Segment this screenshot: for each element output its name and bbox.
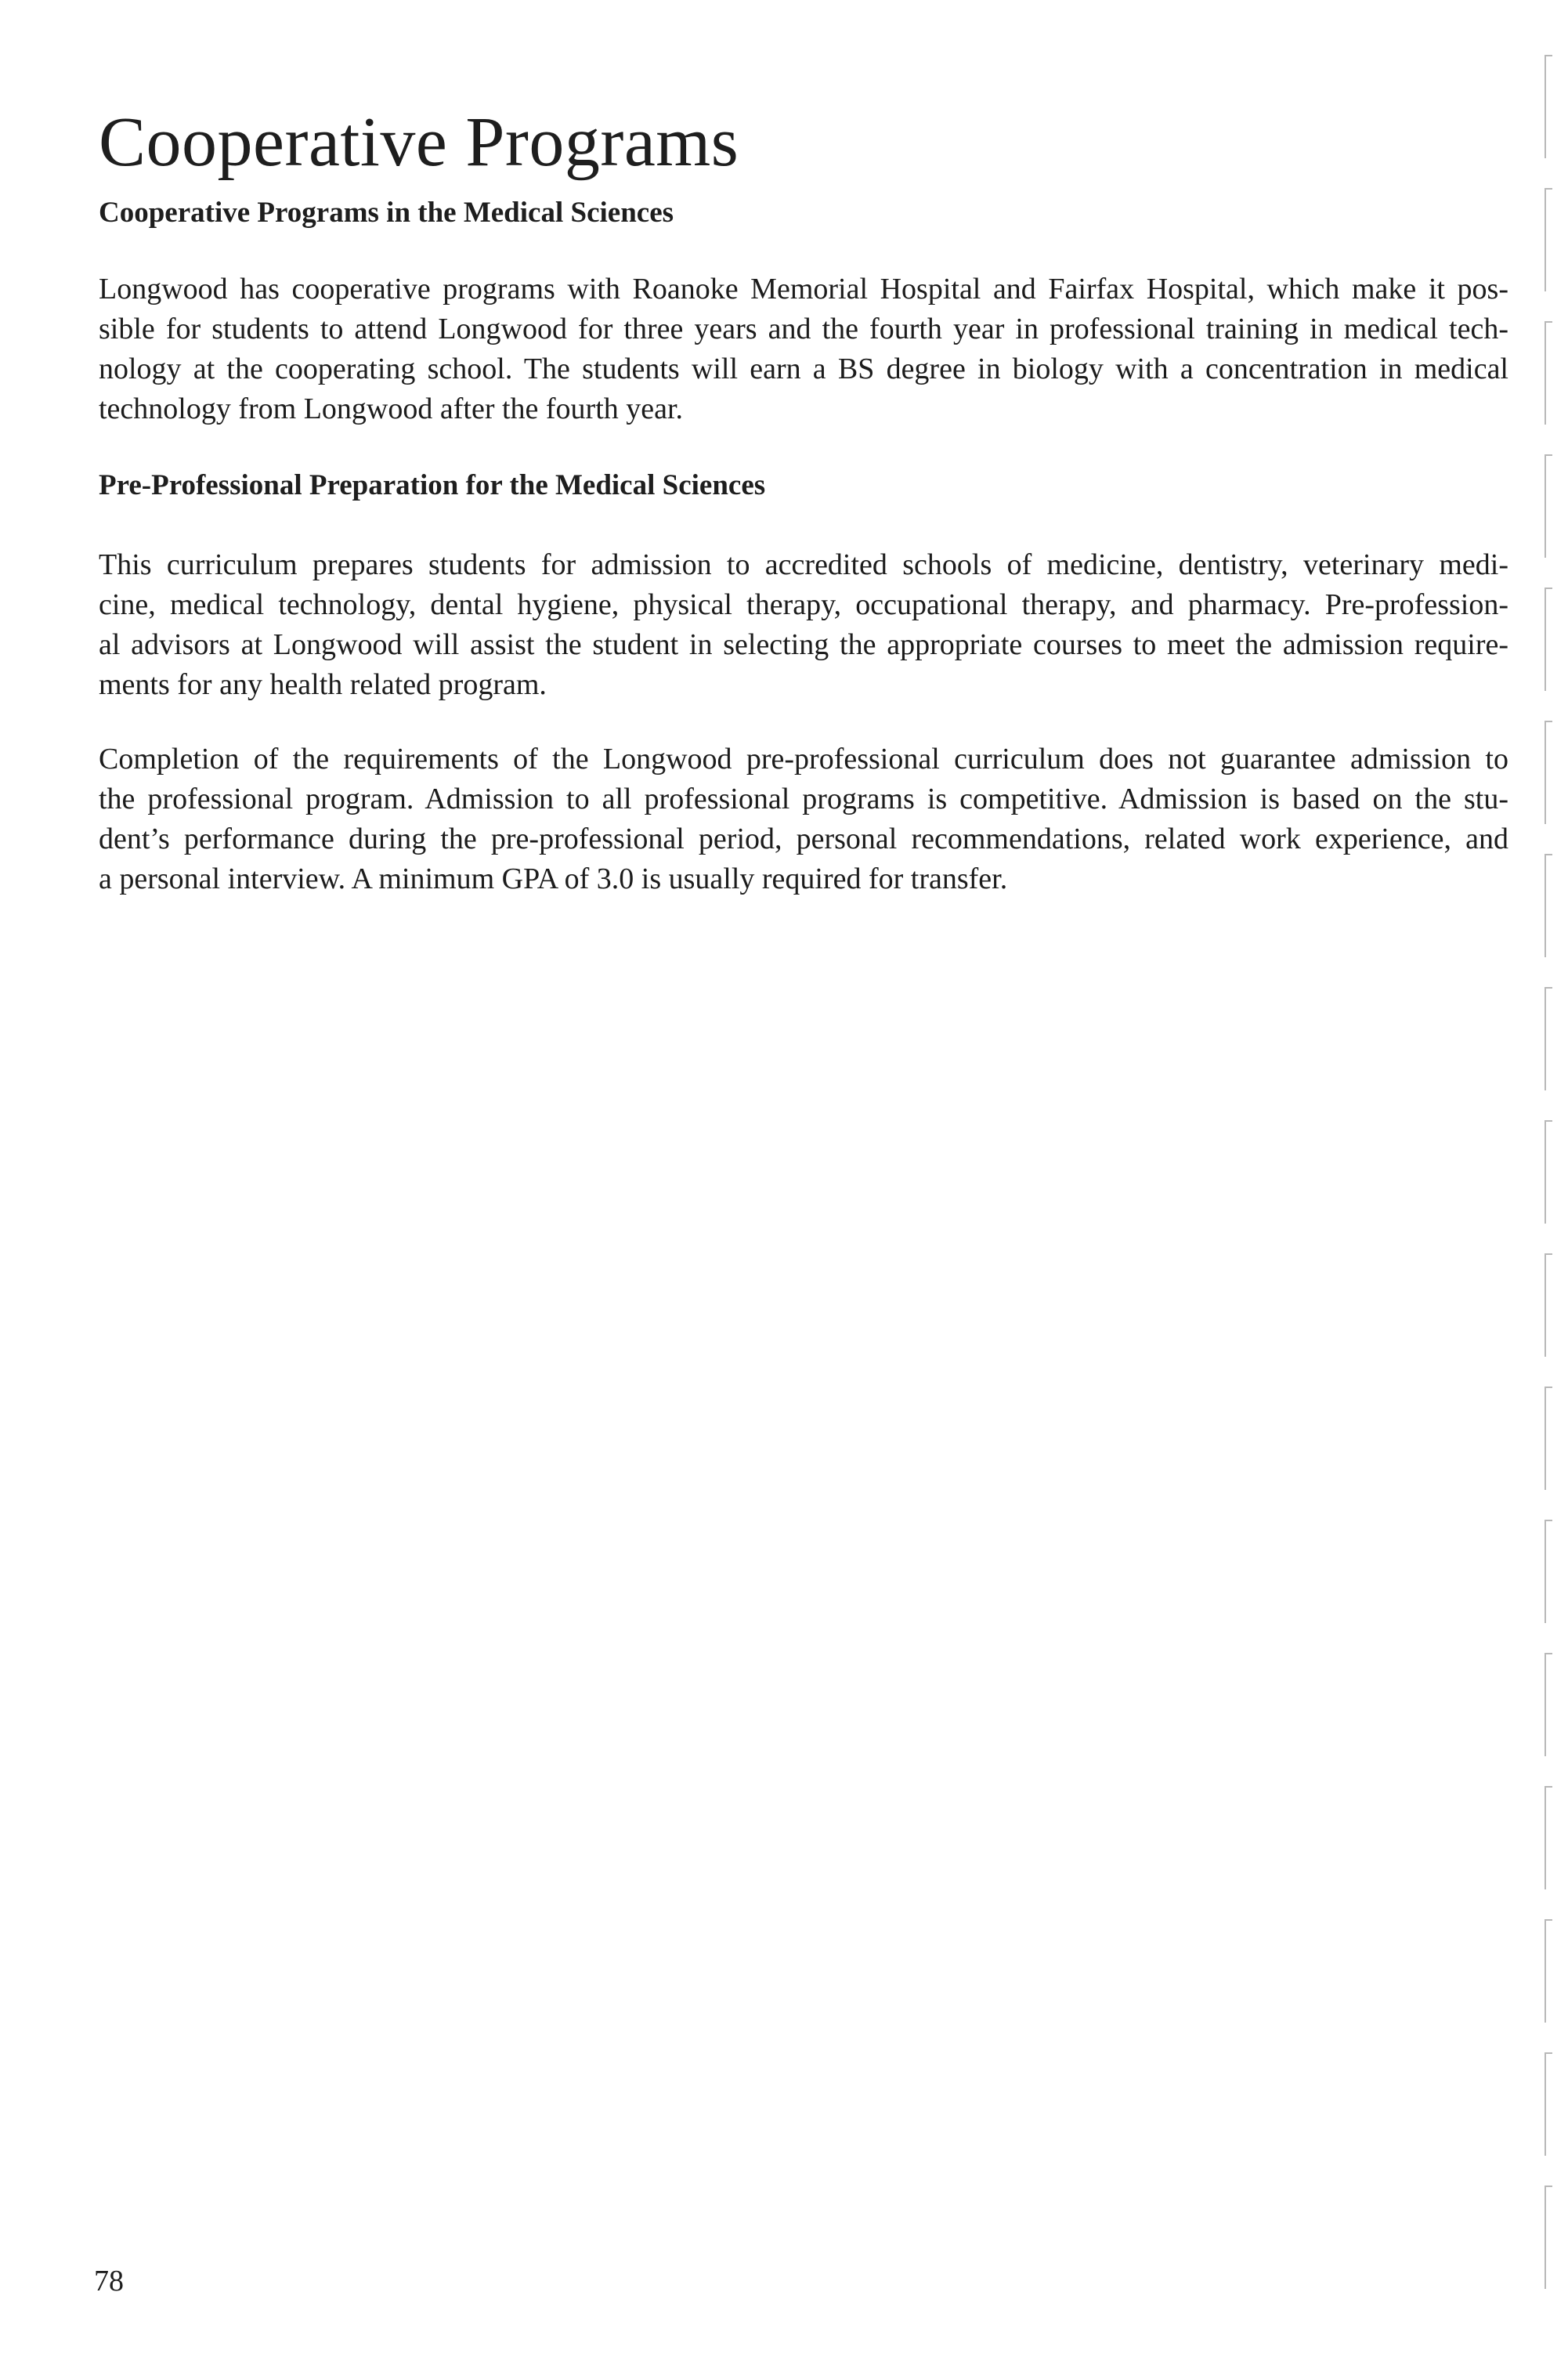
paragraph-line: dent’s performance during the pre-professional period, personal recommendations, related work experience, and (99, 823, 1508, 855)
edge-mark (1545, 2052, 1552, 2156)
edge-mark (1545, 1919, 1552, 2023)
edge-mark (1545, 1120, 1552, 1224)
page-title: Cooperative Programs (99, 103, 739, 181)
paragraph-line: technology from Longwood after the fourth year. (99, 392, 684, 425)
edge-mark (1545, 1653, 1552, 1756)
binder-edge-marks (1537, 0, 1568, 2379)
edge-mark (1545, 1786, 1552, 1889)
edge-mark (1545, 2186, 1552, 2289)
paragraph-line: Completion of the requirements of the Longwood pre-professional curriculum does not guarantee admission to (99, 743, 1508, 776)
paragraph-preprofessional-admission (99, 739, 1508, 899)
edge-mark (1545, 588, 1552, 691)
paragraph-line: nology at the cooperating school. The students will earn a BS degree in biology with a concentration in medical (99, 353, 1508, 385)
edge-mark (1545, 454, 1552, 558)
edge-mark (1545, 55, 1552, 158)
paragraph-line: the professional program. Admission to all professional programs is competitive. Admission is based on the stu- (99, 783, 1508, 815)
section-heading-cooperative: Cooperative Programs in the Medical Sciences (99, 197, 674, 229)
paragraph-line: cine, medical technology, dental hygiene, physical therapy, occupational therapy, and pharmacy. Pre-profession- (99, 588, 1508, 621)
paragraph-cooperative (99, 269, 1508, 429)
edge-mark (1545, 721, 1552, 824)
edge-mark (1545, 1520, 1552, 1623)
paragraph-preprofessional-curriculum (99, 545, 1508, 705)
edge-mark (1545, 1253, 1552, 1357)
section-heading-preprofessional: Pre-Professional Preparation for the Medical Sciences (99, 469, 766, 501)
edge-mark (1545, 987, 1552, 1090)
edge-mark (1545, 321, 1552, 425)
paragraph-line: ments for any health related program. (99, 668, 547, 701)
edge-mark (1545, 854, 1552, 957)
paragraph-line: sible for students to attend Longwood for three years and the fourth year in professional training in medical tech- (99, 313, 1508, 345)
paragraph-line: This curriculum prepares students for admission to accredited schools of medicine, dentistry, veterinary medi- (99, 548, 1508, 581)
paragraph-line: Longwood has cooperative programs with Roanoke Memorial Hospital and Fairfax Hospital, which make it pos- (99, 273, 1508, 306)
paragraph-line: a personal interview. A minimum GPA of 3.0 is usually required for transfer. (99, 862, 1008, 895)
edge-mark (1545, 188, 1552, 291)
edge-mark (1545, 1387, 1552, 1490)
page-number: 78 (94, 2265, 124, 2298)
paragraph-line: al advisors at Longwood will assist the student in selecting the appropriate courses to meet the admission require- (99, 628, 1508, 661)
